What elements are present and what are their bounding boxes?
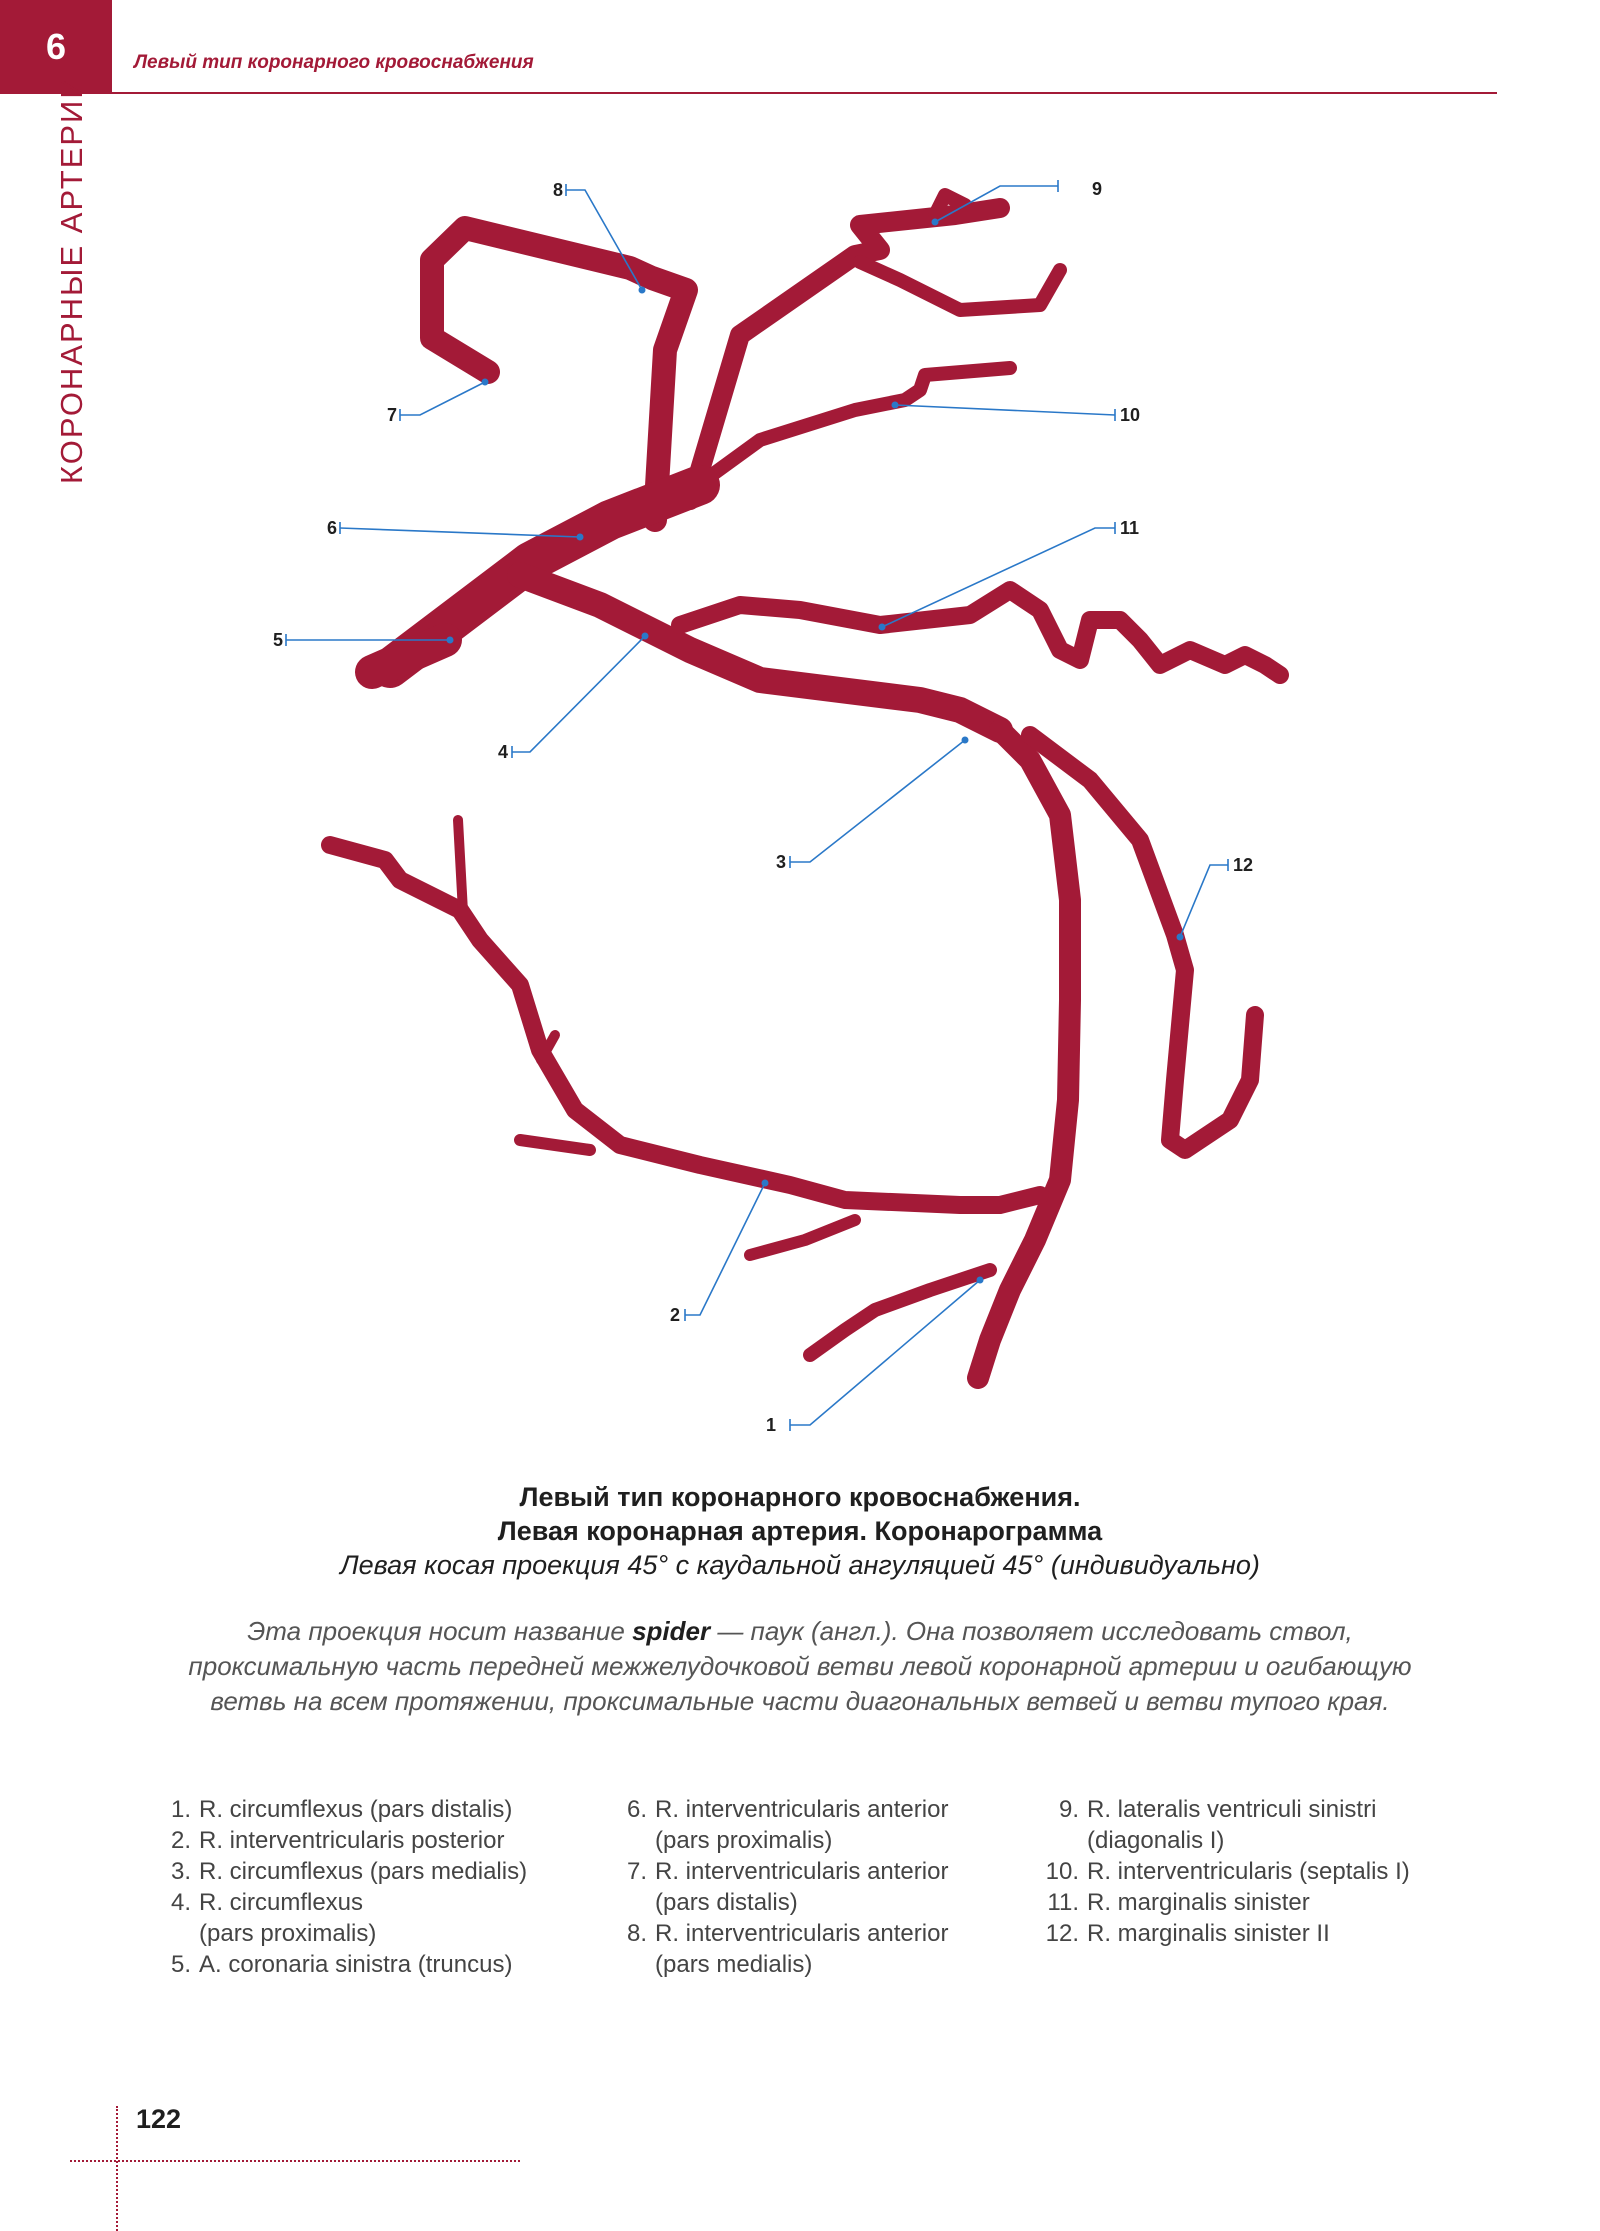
legend-item (155, 1856, 527, 1887)
legend-item-text: (pars distalis) (655, 1889, 798, 1916)
vessel-septal (705, 368, 1010, 480)
callout-6: 6 (326, 518, 337, 538)
legend-item-number: 6. (626, 1796, 647, 1823)
vessel-posterior-branch-1 (458, 820, 463, 912)
footer-dotted-vertical (116, 2106, 118, 2231)
running-title: Левый тип коронарного кровоснабжения (134, 52, 534, 73)
legend-item (611, 1856, 948, 1887)
footer-dotted-rule (70, 2160, 520, 2162)
legend-item-text: R. circumflexus (pars medialis) (199, 1858, 528, 1885)
figure-subtitle: Левая косая проекция 45° с каудальной ангуляцией 45° (индивидуально) (340, 1550, 1260, 1580)
legend-item-number (611, 1887, 647, 1918)
vessel-posterior-branch-3 (520, 1140, 590, 1150)
legend-item-text: R. circumflexus (pars distalis) (199, 1796, 513, 1823)
callout-7: 7 (386, 405, 397, 425)
legend-item-text: R. interventricularis posterior (199, 1827, 505, 1854)
legend-item-text: (diagonalis I) (1087, 1827, 1225, 1854)
legend-item-text: R. marginalis sinister (1087, 1889, 1310, 1916)
callout-10: 10 (1120, 405, 1141, 425)
legend-item-number: 8. (626, 1920, 647, 1947)
figure-title-line-1: Левый тип коронарного кровоснабжения. (519, 1482, 1081, 1512)
legend-item-number (611, 1825, 647, 1856)
vessel-posterior-descending (330, 845, 1040, 1205)
leader-3 (790, 740, 965, 862)
legend-item-number (1035, 1825, 1079, 1856)
legend-item-text: R. interventricularis anterior (655, 1796, 949, 1823)
legend-item (1035, 1918, 1410, 1949)
legend-item-number: 11. (1047, 1889, 1079, 1916)
legend-item-text: R. interventricularis (septalis I) (1087, 1858, 1410, 1885)
leader-10 (895, 405, 1115, 415)
leader-12 (1180, 865, 1228, 937)
legend-item-text: R. marginalis sinister II (1087, 1920, 1330, 1947)
vessel-circumflex-medialis (978, 730, 1070, 1378)
legend-item (611, 1887, 948, 1918)
vessel-left-main-stub (372, 640, 445, 672)
legend-item (155, 1949, 527, 1980)
side-section-label: КОРОНАРНЫЕ АРТЕРИИ (54, 74, 89, 484)
legend-item (1035, 1794, 1410, 1825)
legend-item-text: (pars proximalis) (199, 1920, 377, 1947)
page-number: 122 (136, 2104, 182, 2134)
callout-12: 12 (1233, 855, 1254, 875)
callout-8: 8 (552, 180, 563, 200)
vessel-posterior-branch-4 (750, 1220, 855, 1255)
legend-item-text: A. coronaria sinistra (truncus) (199, 1951, 513, 1978)
legend-item (155, 1794, 527, 1825)
callout-5: 5 (272, 630, 283, 650)
legend-column-2 (611, 1794, 948, 1980)
figure-title-line-2: Левая коронарная артерия. Коронарограмма (497, 1516, 1103, 1546)
legend-item (611, 1794, 948, 1825)
legend-item (611, 1949, 948, 1980)
legend-item-text: (pars proximalis) (655, 1827, 833, 1854)
vessel-distal-branch (810, 1270, 990, 1355)
callout-3: 3 (775, 852, 786, 872)
legend-item-number (155, 1918, 191, 1949)
legend-item-number: 12. (1045, 1920, 1079, 1947)
legend-item (1035, 1825, 1410, 1856)
chapter-number-tab: 6 (0, 0, 112, 94)
legend-item-text: R. interventricularis anterior (655, 1920, 949, 1947)
legend-item (611, 1825, 948, 1856)
callout-4: 4 (497, 742, 508, 762)
legend-item-text: (pars medialis) (655, 1951, 813, 1978)
legend-item-number: 2. (170, 1827, 191, 1854)
legend-item-number: 4. (170, 1889, 191, 1916)
legend-item (1035, 1856, 1410, 1887)
legend-item-text: R. interventricularis anterior (655, 1858, 949, 1885)
legend-column-1 (155, 1794, 527, 1980)
legend-item-number: 3. (170, 1858, 191, 1885)
term-spider: spider (632, 1616, 711, 1646)
legend-item-number: 9. (1058, 1796, 1079, 1823)
vessel-diagonal-tail (860, 262, 1060, 310)
legend-item-text: R. lateralis ventriculi sinistri (1087, 1796, 1377, 1823)
legend-item-number: 10. (1045, 1858, 1079, 1885)
vessel-marginal-1 (680, 590, 1280, 675)
leader-7 (400, 382, 485, 415)
legend-item-number: 5. (170, 1951, 191, 1978)
legend-item-number: 7. (626, 1858, 647, 1885)
legend-item (155, 1825, 527, 1856)
legend-item-number (611, 1949, 647, 1980)
legend-item (1035, 1887, 1410, 1918)
legend-item (611, 1918, 948, 1949)
legend-item (155, 1918, 527, 1949)
callout-2: 2 (669, 1305, 680, 1325)
callout-9: 9 (1092, 179, 1103, 199)
callout-1: 1 (765, 1415, 776, 1435)
legend-item-text: R. circumflexus (199, 1889, 364, 1916)
figure-description: Эта проекция носит название spider — паук (англ.). Она позволяет исследовать ствол, проксимальную часть передней межжелудочковой ветви левой коронарной артерии и огибающую ветвь на всем протяжении, проксимальные части диагональных ветвей и ветви тупого края. (188, 1616, 1412, 1716)
callout-11: 11 (1120, 518, 1140, 538)
legend-item-number: 1. (170, 1796, 191, 1823)
vessel-lad-main (432, 228, 686, 520)
legend-column-3 (1035, 1794, 1410, 1949)
leader-4 (512, 636, 645, 752)
legend-item (155, 1887, 527, 1918)
